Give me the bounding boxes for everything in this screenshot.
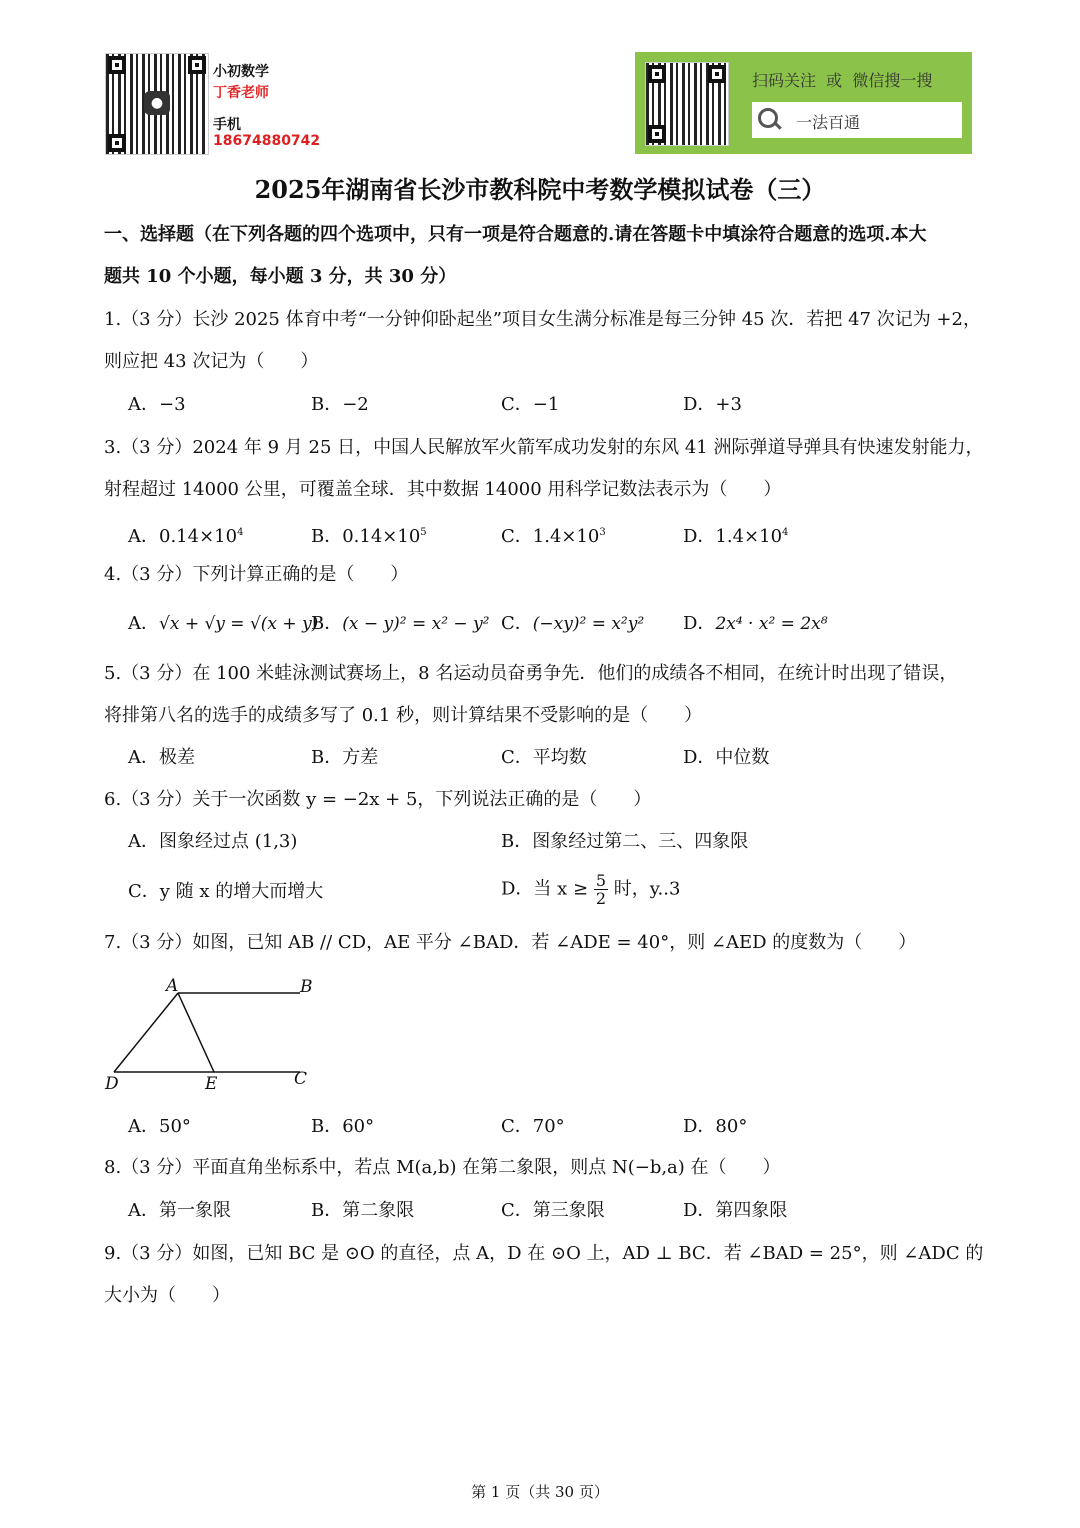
q7-option-b[interactable]: B．60° xyxy=(311,1116,375,1137)
wechat-icon: ● xyxy=(144,91,170,115)
banner-instruction: 扫码关注 或 微信搜一搜 xyxy=(752,71,933,90)
q4-option-b[interactable] xyxy=(311,612,489,636)
q3-option-a-text: A．0.14×10 xyxy=(128,526,238,547)
q6-option-b[interactable]: B．图象经过第二、三、四象限 xyxy=(501,831,749,852)
q4-option-a[interactable] xyxy=(128,612,318,636)
search-icon-handle xyxy=(773,121,781,129)
question-4-line1: 4.（3 分）下列计算正确的是（ ） xyxy=(104,564,409,585)
q4-option-d-label: D． xyxy=(683,613,716,634)
q3-option-b[interactable] xyxy=(311,521,427,549)
question-5-line2: 将排第八名的选手的成绩多写了 0.1 秒，则计算结果不受影响的是（ ） xyxy=(104,705,703,726)
q4-option-b-label: B． xyxy=(311,613,343,634)
q8-option-c[interactable]: C．第三象限 xyxy=(501,1200,605,1221)
figure-label-d: D xyxy=(105,1074,119,1094)
q4-option-c[interactable] xyxy=(501,612,644,636)
q6-option-d-fraction xyxy=(594,872,608,907)
question-9-line1: 9.（3 分）如图，已知 BC 是 ⊙O 的直径，点 A，D 在 ⊙O 上，AD ⊥ BC．若 ∠BAD = 25°，则 ∠ADC 的 xyxy=(104,1243,984,1264)
q1-option-b[interactable]: B．−2 xyxy=(311,394,369,415)
q3-option-c[interactable] xyxy=(501,521,606,549)
question-6-line1: 6.（3 分）关于一次函数 y = −2x + 5，下列说法正确的是（ ） xyxy=(104,789,652,810)
right-qr-code[interactable] xyxy=(645,62,729,146)
q6-option-d[interactable] xyxy=(501,872,680,907)
frac-denominator: 2 xyxy=(595,889,607,908)
figure-label-e: E xyxy=(205,1074,218,1094)
q4-option-c-math: (−xy)² = x²y² xyxy=(532,614,645,634)
page-title: 2025年湖南省长沙市教科院中考数学模拟试卷（三） xyxy=(254,175,826,204)
q6-option-d-after: 时，y..3 xyxy=(613,878,681,900)
q6-option-a[interactable]: A．图象经过点 (1,3) xyxy=(128,831,298,852)
q7-option-c[interactable]: C．70° xyxy=(501,1116,565,1137)
q5-option-b[interactable]: B．方差 xyxy=(311,747,379,768)
wechat-search-banner[interactable] xyxy=(635,52,972,154)
question-9-line2: 大小为（ ） xyxy=(104,1285,230,1306)
segment-ad xyxy=(114,993,178,1072)
figure-label-c: C xyxy=(294,1069,308,1089)
q1-option-d[interactable]: D．+3 xyxy=(683,394,742,415)
q3-option-c-text: C．1.4×10 xyxy=(501,526,600,547)
q8-option-a[interactable]: A．第一象限 xyxy=(128,1200,231,1221)
question-1-line2: 则应把 43 次记为（ ） xyxy=(104,351,319,372)
q1-option-c[interactable]: C．−1 xyxy=(501,394,560,415)
question-3-line2: 射程超过 14000 公里，可覆盖全球．其中数据 14000 用科学记数法表示为（ ） xyxy=(104,479,782,500)
question-7-line1: 7.（3 分）如图，已知 AB // CD，AE 平分 ∠BAD．若 ∠ADE = 40°，则 ∠AED 的度数为（ ） xyxy=(104,932,917,953)
question-5-line1: 5.（3 分）在 100 米蛙泳测试赛场上，8 名运动员奋勇争先．他们的成绩各不相同，在统计时出现了错误， xyxy=(104,663,958,684)
question-8-line1: 8.（3 分）平面直角坐标系中，若点 M(a,b) 在第二象限，则点 N(−b,a) 在（ ） xyxy=(104,1157,781,1178)
q4-option-d-math: 2x⁴ · x² = 2x⁸ xyxy=(715,614,828,634)
q8-option-d[interactable]: D．第四象限 xyxy=(683,1200,788,1221)
q7-option-d[interactable]: D．80° xyxy=(683,1116,748,1137)
q4-option-a-math: √x + √y = √(x + y) xyxy=(159,614,319,634)
search-keyword: 一法百通 xyxy=(796,113,861,132)
left-qr-code[interactable] xyxy=(105,53,209,155)
figure-label-b: B xyxy=(300,977,313,997)
section-heading-line2: 题共 10 个小题，每小题 3 分，共 30 分） xyxy=(104,266,457,287)
q3-option-b-exp: 5 xyxy=(420,527,427,538)
contact-name-label: 小初数学 xyxy=(213,64,269,80)
q1-option-a[interactable]: A．−3 xyxy=(128,394,186,415)
figure-label-a: A xyxy=(166,976,179,996)
question-3-line1: 3.（3 分）2024 年 9 月 25 日，中国人民解放军火箭军成功发射的东风 41 洲际弹道导弹具有快速发射能力， xyxy=(104,437,984,458)
phone-label: 手机 xyxy=(213,117,241,133)
q3-option-d-text: D．1.4×10 xyxy=(683,526,783,547)
q4-option-b-math: (x − y)² = x² − y² xyxy=(342,614,490,634)
q4-option-c-label: C． xyxy=(501,613,533,634)
section-heading-line1: 一、选择题（在下列各题的四个选项中，只有一项是符合题意的.请在答题卡中填涂符合题意的选项.本大 xyxy=(104,224,927,245)
search-box[interactable] xyxy=(752,102,962,138)
q3-option-c-exp: 3 xyxy=(599,527,606,538)
q3-option-a[interactable] xyxy=(128,521,243,549)
q6-option-d-text: D．当 x ≥ xyxy=(501,878,589,900)
q8-option-b[interactable]: B．第二象限 xyxy=(311,1200,415,1221)
q4-option-d[interactable] xyxy=(683,612,828,636)
question-1-line1: 1.（3 分）长沙 2025 体育中考“一分钟仰卧起坐”项目女生满分标准是每三分钟 45 次．若把 47 次记为 +2， xyxy=(104,309,981,330)
q5-option-a[interactable]: A．极差 xyxy=(128,747,195,768)
q3-option-d-exp: 4 xyxy=(782,527,789,538)
q3-option-a-exp: 4 xyxy=(237,527,244,538)
q5-option-d[interactable]: D．中位数 xyxy=(683,747,770,768)
q3-option-d[interactable] xyxy=(683,521,788,549)
q4-option-a-label: A． xyxy=(128,613,159,634)
q7-option-a[interactable]: A．50° xyxy=(128,1116,191,1137)
phone-number: 18674880742 xyxy=(213,133,321,149)
page-number: 第 1 页（共 30 页） xyxy=(471,1483,609,1501)
frac-numerator: 5 xyxy=(595,871,607,890)
segment-ae xyxy=(178,993,214,1072)
q6-option-c[interactable]: C．y 随 x 的增大而增大 xyxy=(128,881,324,902)
q5-option-c[interactable]: C．平均数 xyxy=(501,747,587,768)
q3-option-b-text: B．0.14×10 xyxy=(311,526,421,547)
teacher-name: 丁香老师 xyxy=(213,85,269,101)
